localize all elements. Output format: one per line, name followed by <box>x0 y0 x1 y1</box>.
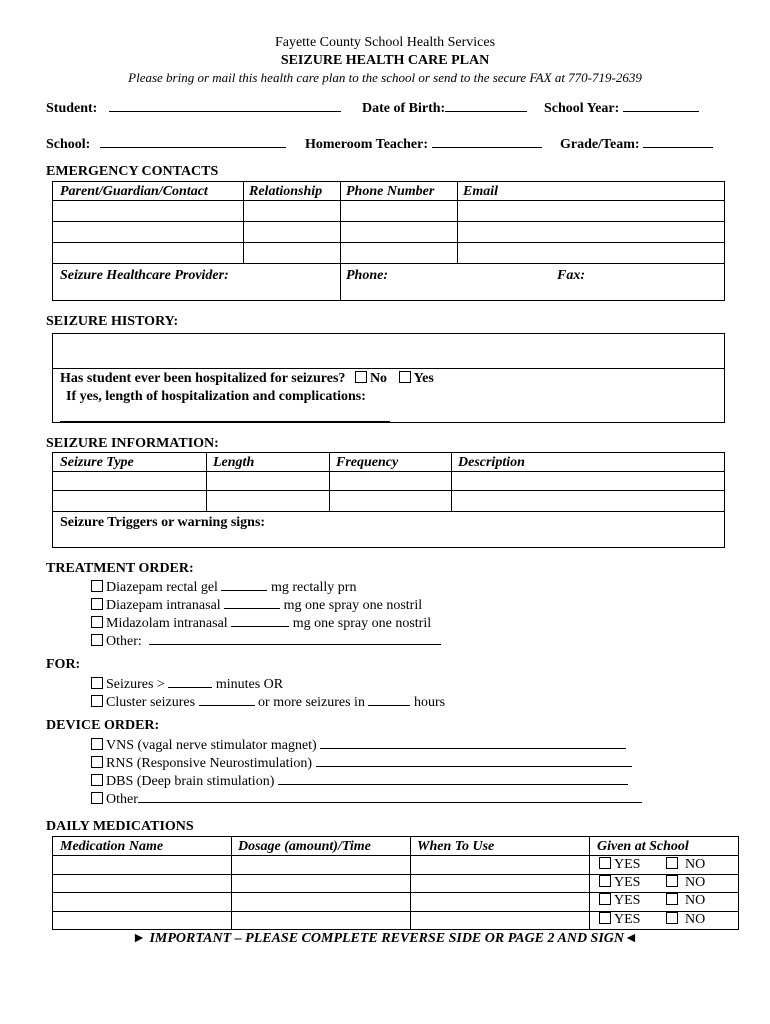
device-item-other[interactable] <box>91 790 642 808</box>
for-seizures-item[interactable] <box>91 675 283 693</box>
other-treatment-checkbox[interactable] <box>91 634 103 646</box>
yes-checkbox[interactable] <box>599 893 611 905</box>
for-suffix: hours <box>413 695 446 710</box>
for-label: Seizures > <box>106 677 165 692</box>
device-item-rns[interactable] <box>91 754 632 772</box>
cluster-count-line[interactable] <box>199 693 255 706</box>
hospitalization-followup: If yes, length of hospitalization and complications: <box>66 389 366 404</box>
no-checkbox[interactable] <box>666 875 678 887</box>
dbs-checkbox[interactable] <box>91 774 103 786</box>
hospitalized-question <box>60 371 434 387</box>
device-line[interactable] <box>138 790 642 803</box>
contact-cell[interactable] <box>53 243 242 262</box>
col-email: Email <box>463 184 499 199</box>
yes-checkbox[interactable] <box>599 875 611 887</box>
given-at-school-row[interactable] <box>599 912 705 928</box>
no-label: NO <box>684 912 706 927</box>
student-line[interactable] <box>109 99 341 112</box>
treatment-item-midazolam[interactable] <box>91 614 431 632</box>
treatment-label: Other: <box>106 634 142 649</box>
for-heading: FOR: <box>46 657 81 672</box>
treatment-suffix: mg one spray one nostril <box>283 598 423 613</box>
device-line[interactable] <box>316 754 632 767</box>
other-treatment-line[interactable] <box>149 632 441 645</box>
yes-label: Yes <box>413 371 434 386</box>
yes-checkbox[interactable] <box>599 912 611 924</box>
contact-cell[interactable] <box>53 222 242 241</box>
no-label: No <box>369 371 388 386</box>
device-label: RNS (Responsive Neurostimulation) <box>106 756 313 771</box>
grade-label: Grade/Team: <box>560 137 640 152</box>
yes-label: YES <box>614 857 641 872</box>
hospitalization-line[interactable] <box>60 421 390 422</box>
col-dosage: Dosage (amount)/Time <box>238 839 371 854</box>
treatment-item-other[interactable] <box>91 632 441 650</box>
device-label: Other <box>106 792 138 807</box>
col-phone: Phone Number <box>346 184 435 199</box>
no-checkbox[interactable] <box>666 893 678 905</box>
dose-line[interactable] <box>221 578 267 591</box>
device-item-dbs[interactable] <box>91 772 628 790</box>
for-label: Cluster seizures <box>106 695 196 710</box>
no-checkbox[interactable] <box>666 912 678 924</box>
seizures-minutes-checkbox[interactable] <box>91 677 103 689</box>
school-year-field[interactable] <box>544 99 699 117</box>
col-seizure-type: Seizure Type <box>60 455 134 470</box>
school-line[interactable] <box>100 135 286 148</box>
yes-label: YES <box>614 875 641 890</box>
yes-label: YES <box>614 912 641 927</box>
no-checkbox[interactable] <box>666 857 678 869</box>
yes-label: YES <box>614 893 641 908</box>
dose-line[interactable] <box>231 614 289 627</box>
col-length: Length <box>213 455 255 470</box>
for-mid: or more seizures in <box>258 695 365 710</box>
treatment-suffix: mg rectally prn <box>270 580 357 595</box>
treatment-label: Diazepam rectal gel <box>106 580 218 595</box>
provider-phone-label: Phone: <box>346 268 388 283</box>
homeroom-line[interactable] <box>432 135 542 148</box>
col-when: When To Use <box>417 839 495 854</box>
contact-cell[interactable] <box>53 201 242 220</box>
homeroom-label: Homeroom Teacher: <box>305 137 428 152</box>
treatment-item-diazepam-intranasal[interactable] <box>91 596 422 614</box>
given-at-school-row[interactable] <box>599 893 705 909</box>
device-line[interactable] <box>278 772 628 785</box>
col-parent: Parent/Guardian/Contact <box>60 184 208 199</box>
dose-line[interactable] <box>224 596 280 609</box>
school-year-label: School Year: <box>544 101 620 116</box>
col-relationship: Relationship <box>249 184 323 199</box>
no-label: NO <box>684 857 706 872</box>
dob-line[interactable] <box>445 99 527 112</box>
student-label: Student: <box>46 101 98 116</box>
for-cluster-item[interactable] <box>91 693 445 711</box>
for-suffix: minutes OR <box>215 677 284 692</box>
school-field[interactable] <box>46 135 286 153</box>
school-year-line[interactable] <box>623 99 699 112</box>
triggers-label: Seizure Triggers or warning signs: <box>60 515 266 530</box>
hospitalized-text: Has student ever been hospitalized for seizures? <box>60 371 346 386</box>
no-checkbox[interactable] <box>355 371 367 383</box>
given-at-school-row[interactable] <box>599 857 705 873</box>
diazepam-intranasal-checkbox[interactable] <box>91 598 103 610</box>
col-given-at-school: Given at School <box>597 839 689 854</box>
provider-fax-label: Fax: <box>557 268 585 283</box>
device-heading: DEVICE ORDER: <box>46 718 160 733</box>
instruction-text: Please bring or mail this health care plan to the school or send to the secure FAX at 770-719-2639 <box>128 70 642 85</box>
given-at-school-row[interactable] <box>599 875 705 891</box>
device-label: VNS (vagal nerve stimulator magnet) <box>106 738 317 753</box>
info-heading: SEIZURE INFORMATION: <box>46 436 219 451</box>
minutes-line[interactable] <box>168 675 212 688</box>
treatment-label: Diazepam intranasal <box>106 598 221 613</box>
grade-field[interactable] <box>560 135 713 153</box>
treatment-suffix: mg one spray one nostril <box>292 616 432 631</box>
midazolam-checkbox[interactable] <box>91 616 103 628</box>
device-line[interactable] <box>320 736 626 749</box>
important-notice: ► IMPORTANT – PLEASE COMPLETE REVERSE SIDE OR PAGE 2 AND SIGN◄ <box>132 931 638 946</box>
treatment-label: Midazolam intranasal <box>106 616 228 631</box>
student-field[interactable] <box>46 99 341 117</box>
treatment-item-diazepam-rectal[interactable] <box>91 578 356 596</box>
col-frequency: Frequency <box>336 455 399 470</box>
col-description: Description <box>458 455 525 470</box>
other-device-checkbox[interactable] <box>91 792 103 804</box>
emergency-heading: EMERGENCY CONTACTS <box>46 164 219 179</box>
org-name: Fayette County School Health Services <box>274 35 496 50</box>
yes-checkbox[interactable] <box>599 857 611 869</box>
cluster-seizures-checkbox[interactable] <box>91 695 103 707</box>
vns-checkbox[interactable] <box>91 738 103 750</box>
homeroom-field[interactable] <box>305 135 542 153</box>
dob-label: Date of Birth: <box>362 101 446 116</box>
no-label: NO <box>684 893 706 908</box>
device-label: DBS (Deep brain stimulation) <box>106 774 275 789</box>
dob-field[interactable] <box>362 99 527 117</box>
history-heading: SEIZURE HISTORY: <box>46 314 179 329</box>
device-item-vns[interactable] <box>91 736 626 754</box>
diazepam-rectal-checkbox[interactable] <box>91 580 103 592</box>
provider-label: Seizure Healthcare Provider: <box>60 268 229 283</box>
no-label: NO <box>684 875 706 890</box>
grade-line[interactable] <box>643 135 713 148</box>
rns-checkbox[interactable] <box>91 756 103 768</box>
yes-checkbox[interactable] <box>399 371 411 383</box>
col-medication: Medication Name <box>60 839 164 854</box>
page-title: SEIZURE HEALTH CARE PLAN <box>280 53 490 68</box>
school-label: School: <box>46 137 91 152</box>
medications-heading: DAILY MEDICATIONS <box>46 819 194 834</box>
hours-line[interactable] <box>368 693 410 706</box>
treatment-heading: TREATMENT ORDER: <box>46 561 194 576</box>
